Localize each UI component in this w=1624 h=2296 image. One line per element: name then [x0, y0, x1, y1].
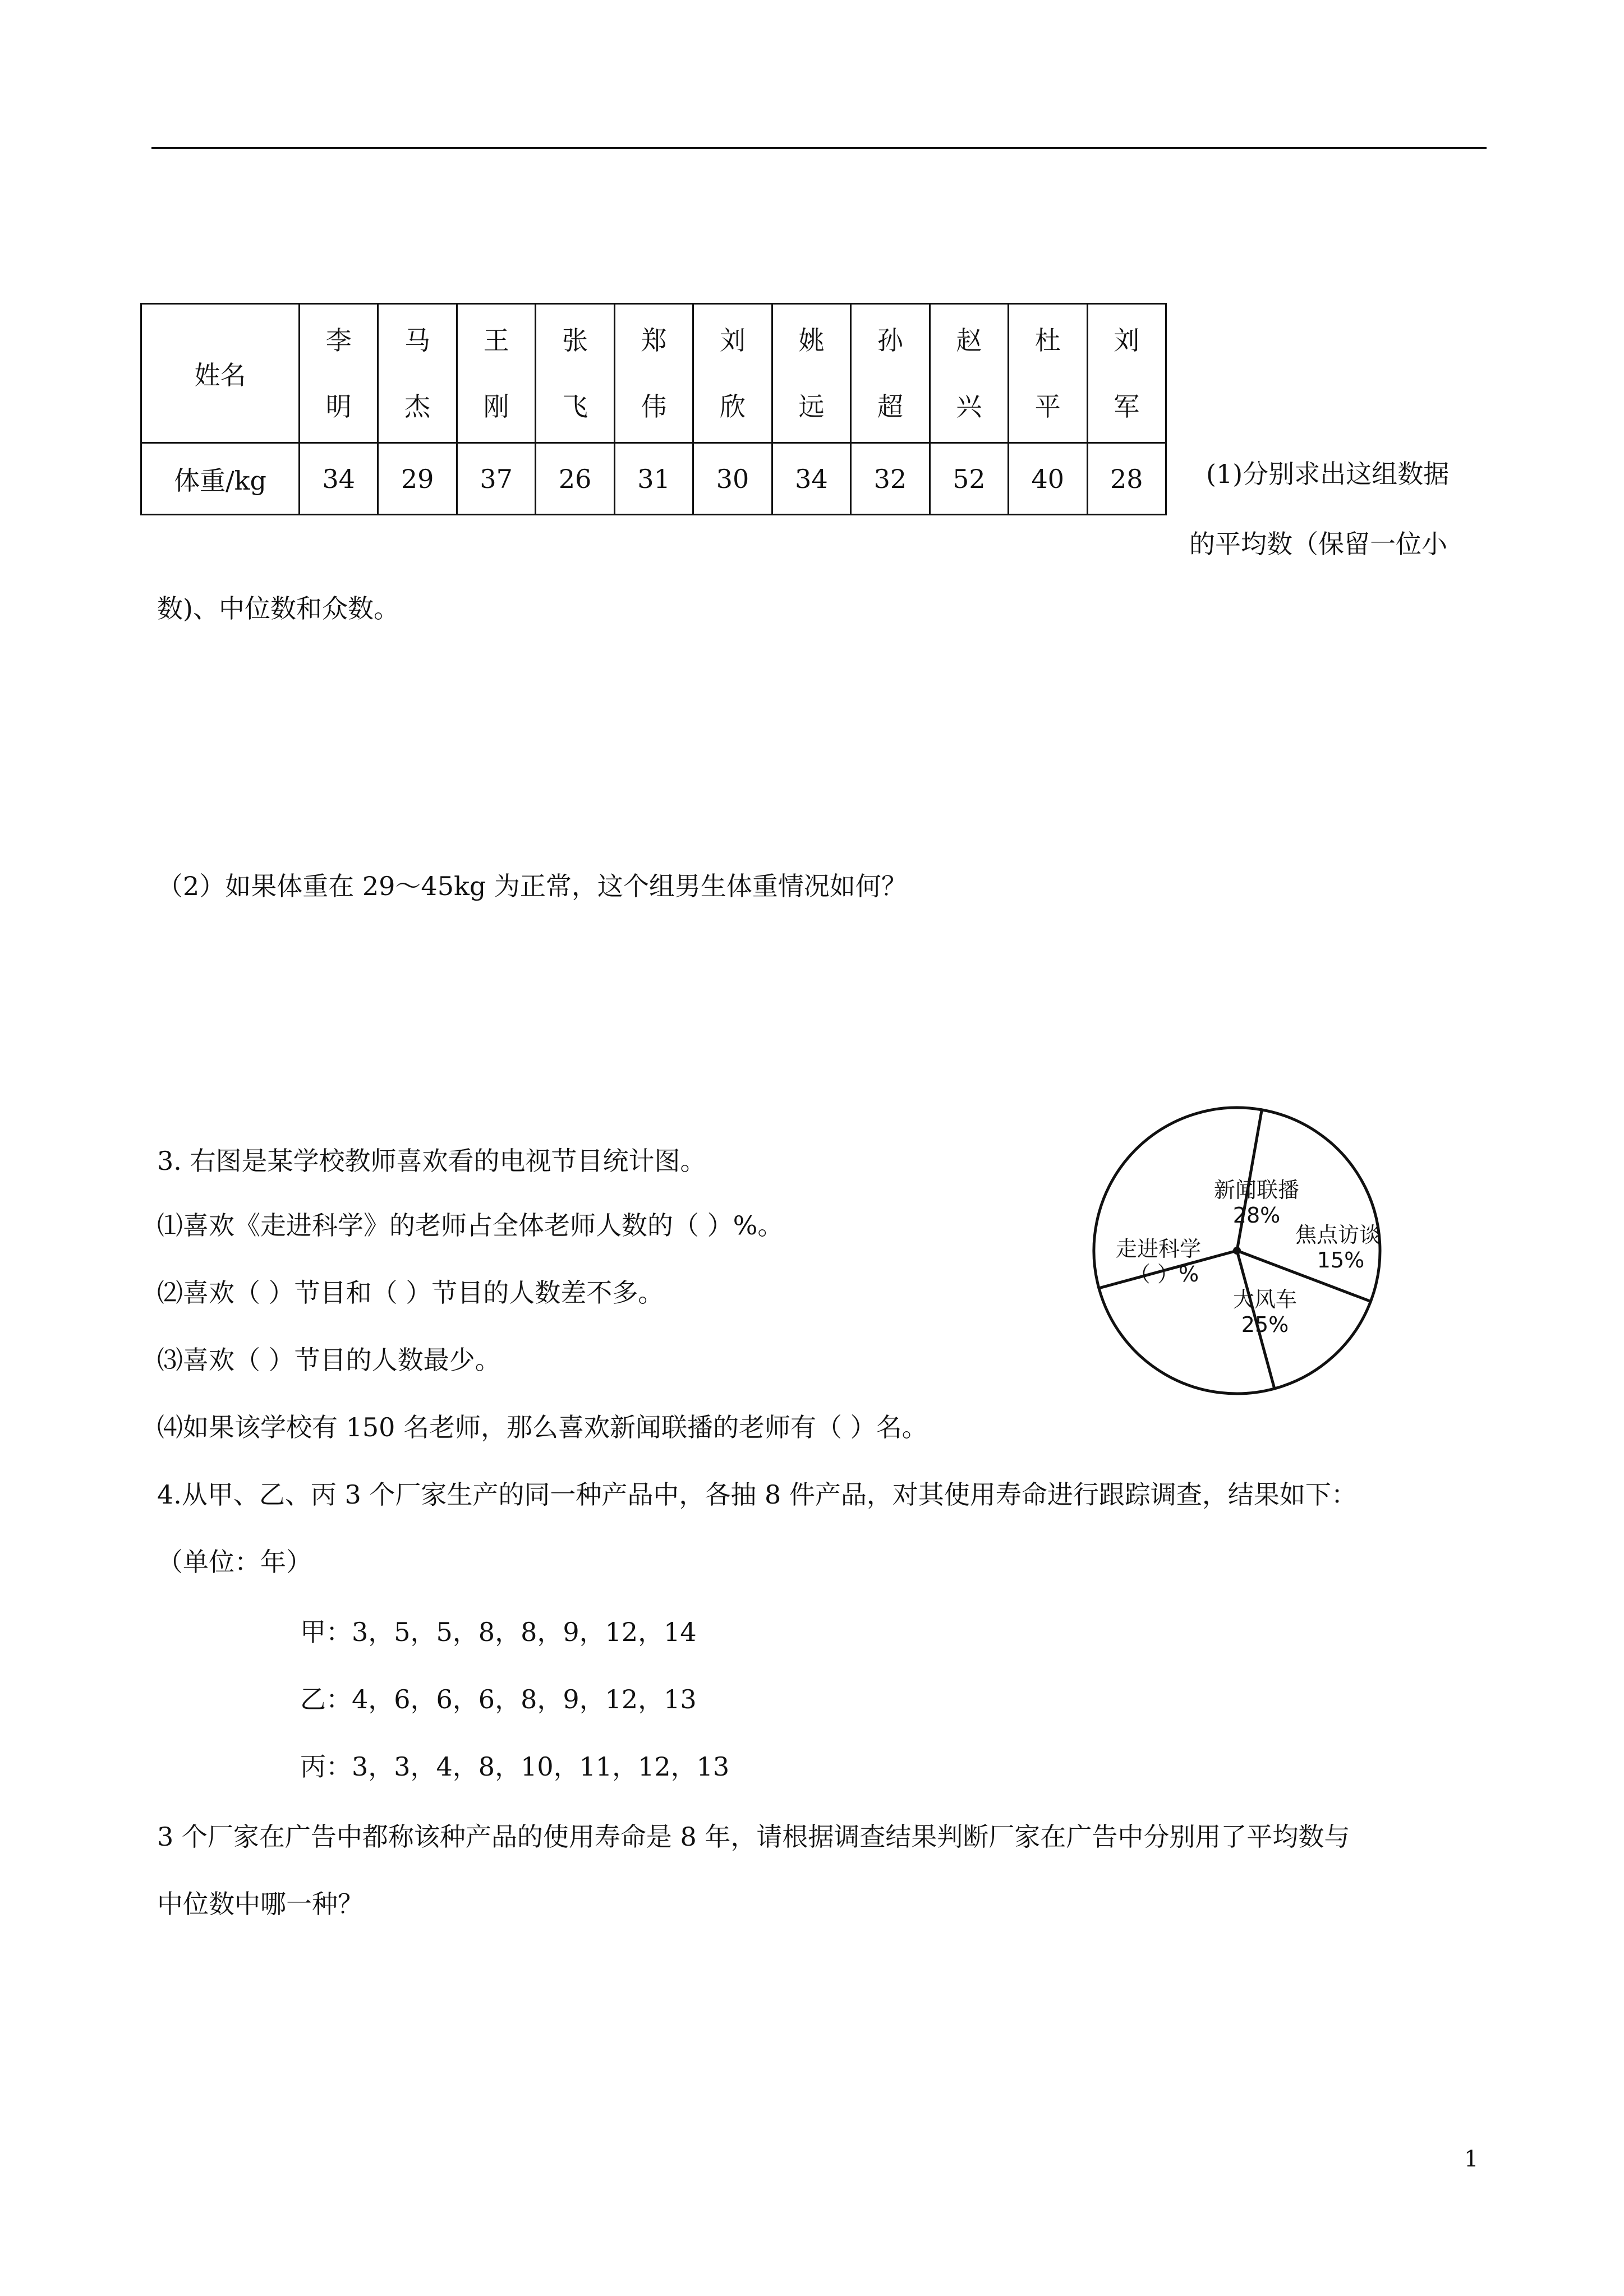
name-cell: 孙 超: [851, 304, 930, 443]
name-cell: 马 杰: [378, 304, 457, 443]
q4-bing: 丙：3，3，4，8，10，11，12，13: [300, 1751, 730, 1782]
q3-sub3: ⑶喜欢（ ）节目的人数最少。: [157, 1345, 501, 1375]
q4-yi: 乙：4，6，6，6，8，9，12，13: [300, 1684, 697, 1714]
tv-pie-chart: [1088, 1094, 1402, 1408]
name-cell: 刘 欣: [693, 304, 772, 443]
name-cell: 张 飞: [536, 304, 614, 443]
q3-sub1: ⑴喜欢《走进科学》的老师占全体老师人数的（ ）%。: [157, 1210, 784, 1241]
q4-question-line2: 中位数中哪一种？: [157, 1889, 364, 1919]
q2-part1-line1: (1)分别求出这组数据: [1206, 459, 1450, 489]
weight-cell: 34: [772, 443, 850, 515]
q3-sub4: ⑷如果该学校有 150 名老师，那么喜欢新闻联播的老师有（ ）名。: [157, 1412, 928, 1442]
header-rule: [151, 147, 1487, 149]
q4-unit: （单位：年）: [157, 1547, 312, 1577]
slice-label-zoujin: 走进科学: [1115, 1237, 1202, 1261]
name-cell: 赵 兴: [930, 304, 1008, 443]
weight-cell: 28: [1087, 443, 1166, 515]
weight-cell: 26: [536, 443, 614, 515]
slice-label-dafengche: 大风车: [1232, 1287, 1298, 1312]
q4-question-line1: 3 个厂家在广告中都称该种产品的使用寿命是 8 年，请根据调查结果判断厂家在广告中分别用了平均数与: [157, 1822, 1350, 1852]
name-cell: 李 明: [300, 304, 378, 443]
weight-header-cell: 体重/kg: [141, 443, 300, 515]
weight-table: [140, 303, 1167, 515]
pie-center-dot: [1233, 1247, 1241, 1255]
name-cell: 郑 伟: [614, 304, 693, 443]
q4-jia: 甲：3，5，5，8，8，9，12，14: [300, 1617, 697, 1647]
name-header-cell: 姓名: [141, 304, 300, 443]
q2-part2: （2）如果体重在 29～45kg 为正常，这个组男生体重情况如何？: [157, 871, 907, 901]
weight-cell: 31: [614, 443, 693, 515]
name-cell: 杜 平: [1009, 304, 1087, 443]
weight-cell: 37: [457, 443, 535, 515]
weight-cell: 40: [1009, 443, 1087, 515]
slice-value-zoujin: （ ）%: [1129, 1262, 1199, 1287]
weight-cell: 32: [851, 443, 930, 515]
slice-value-jiaodian: 15%: [1317, 1248, 1365, 1273]
q2-part1-line2: 的平均数（保留一位小: [1189, 529, 1447, 559]
weight-cell: 52: [930, 443, 1008, 515]
page-number: 1: [1464, 2146, 1479, 2172]
q4-line1: 4.从甲、乙、丙 3 个厂家生产的同一种产品中，各抽 8 件产品，对其使用寿命进行跟踪调查，结果如下：: [157, 1479, 1357, 1510]
q3-intro: 3. 右图是某学校教师喜欢看的电视节目统计图。: [157, 1146, 706, 1176]
weight-cell: 34: [300, 443, 378, 515]
slice-value-dafengche: 25%: [1241, 1312, 1289, 1337]
weight-row: [141, 443, 1166, 515]
weight-cell: 29: [378, 443, 457, 515]
name-cell: 王 刚: [457, 304, 535, 443]
q3-sub2: ⑵喜欢（ ）节目和（ ）节目的人数差不多。: [157, 1278, 664, 1308]
slice-label-xinwen: 新闻联播: [1213, 1178, 1300, 1202]
weight-cell: 30: [693, 443, 772, 515]
slice-label-jiaodian: 焦点访谈: [1295, 1223, 1381, 1247]
q2-part1-line3: 数)、中位数和众数。: [157, 593, 399, 624]
slice-value-xinwen: 28%: [1232, 1203, 1281, 1228]
name-cell: 姚 远: [772, 304, 850, 443]
name-cell: 刘 军: [1087, 304, 1166, 443]
name-row: [141, 304, 1166, 443]
